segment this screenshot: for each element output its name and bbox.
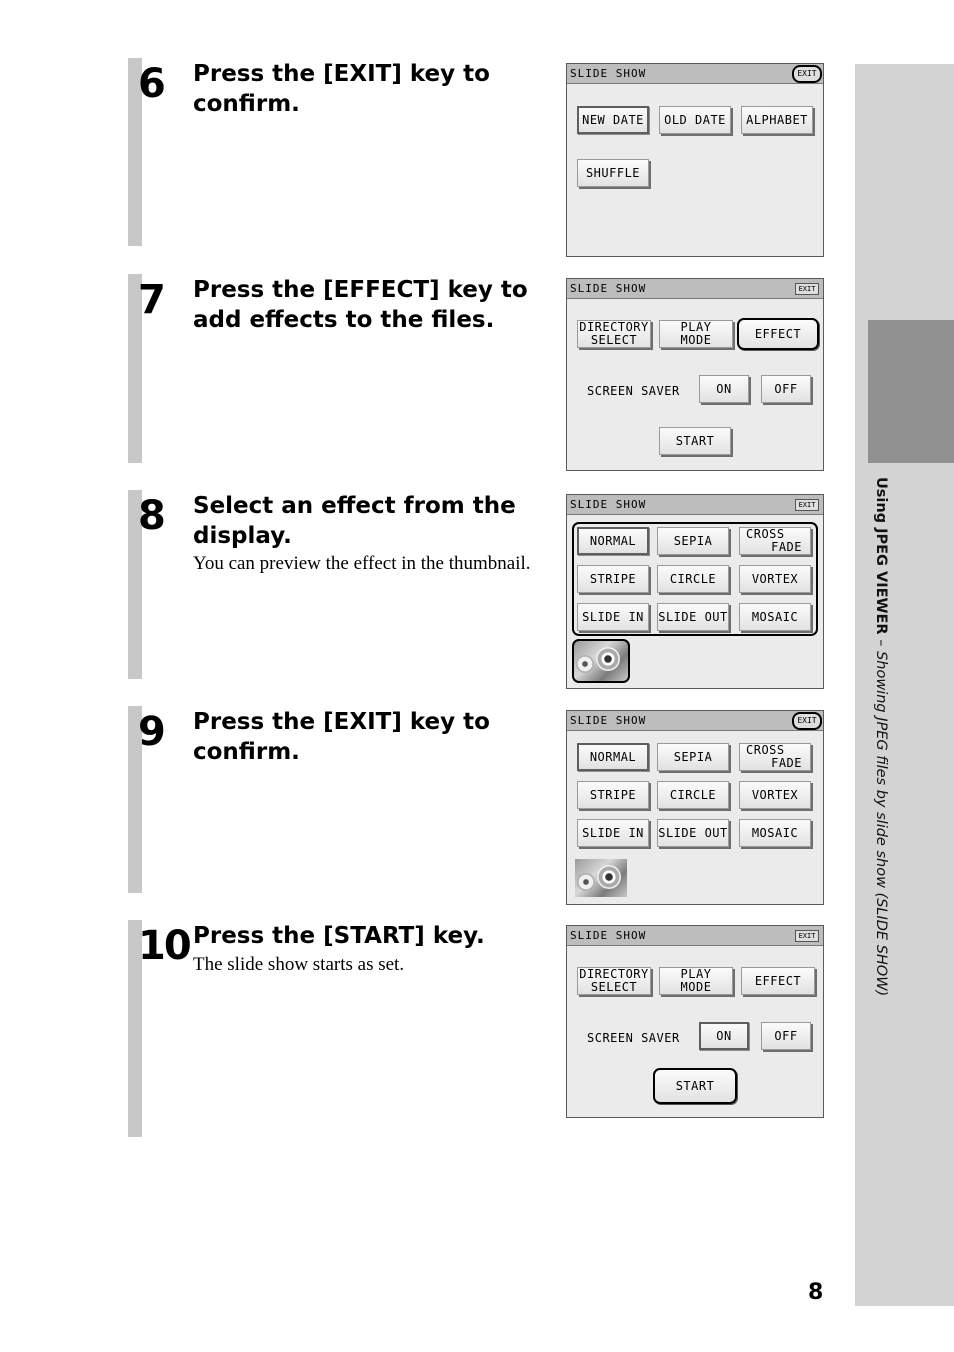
directory-select-button[interactable]: DIRECTORY SELECT <box>577 320 651 348</box>
page-number: 8 <box>808 1280 824 1305</box>
screen-titlebar <box>567 711 823 731</box>
effect-normal-button[interactable]: NORMAL <box>577 527 649 555</box>
effect-button[interactable]: EFFECT <box>741 967 815 995</box>
play-mode-button[interactable]: PLAY MODE <box>659 320 733 348</box>
effect-vortex-button[interactable]: VORTEX <box>739 565 811 593</box>
step-8-title: Select an effect from the display. <box>193 493 516 549</box>
screen-effect-select <box>566 494 824 689</box>
step-10-number: 10 <box>138 923 190 969</box>
exit-button[interactable]: EXIT <box>795 930 819 942</box>
effect-slide-out-button[interactable]: SLIDE OUT <box>657 603 729 631</box>
step-7-number: 7 <box>138 277 164 323</box>
exit-button[interactable]: EXIT <box>795 499 819 511</box>
effect-preview-thumbnail <box>575 859 627 897</box>
effect-cross-fade-button[interactable]: CROSS FADE <box>739 527 811 555</box>
screen-saver-on-button[interactable]: ON <box>699 375 749 403</box>
screen-title: SLIDE SHOW <box>570 498 647 511</box>
exit-button[interactable]: EXIT <box>792 65 822 83</box>
step-6-number: 6 <box>138 61 164 107</box>
step-9-number: 9 <box>138 709 164 755</box>
screen-titlebar <box>567 64 823 84</box>
screen-slideshow-start <box>566 925 824 1118</box>
effect-vortex-button[interactable]: VORTEX <box>739 781 811 809</box>
play-mode-button[interactable]: PLAY MODE <box>659 967 733 995</box>
step-8-number: 8 <box>138 493 164 539</box>
screen-slideshow-menu <box>566 278 824 471</box>
screen-saver-off-button[interactable]: OFF <box>761 1022 811 1050</box>
effect-stripe-button[interactable]: STRIPE <box>577 565 649 593</box>
exit-button[interactable]: EXIT <box>792 712 822 730</box>
screen-order-select <box>566 63 824 257</box>
effect-mosaic-button[interactable]: MOSAIC <box>739 819 811 847</box>
step-10-title: Press the [START] key. <box>193 923 485 949</box>
step-9-title: Press the [EXIT] key to confirm. <box>193 709 490 765</box>
effect-circle-button[interactable]: CIRCLE <box>657 781 729 809</box>
effect-mosaic-button[interactable]: MOSAIC <box>739 603 811 631</box>
screen-effect-confirm <box>566 710 824 905</box>
screen-titlebar <box>567 926 823 946</box>
section-tab <box>868 320 954 463</box>
step-10-description: The slide show starts as set. <box>193 954 405 975</box>
shuffle-button[interactable]: SHUFFLE <box>577 159 649 187</box>
effect-stripe-button[interactable]: STRIPE <box>577 781 649 809</box>
flower-image-icon <box>597 865 621 889</box>
step-8-description: You can preview the effect in the thumbnail. <box>193 553 531 574</box>
screen-title: SLIDE SHOW <box>570 714 647 727</box>
screen-saver-on-button[interactable]: ON <box>699 1022 749 1050</box>
effect-normal-button[interactable]: NORMAL <box>577 743 649 771</box>
alphabet-button[interactable]: ALPHABET <box>741 106 813 134</box>
effect-button[interactable]: EFFECT <box>737 318 819 350</box>
new-date-button[interactable]: NEW DATE <box>577 106 649 134</box>
effect-slide-in-button[interactable]: SLIDE IN <box>577 603 649 631</box>
start-button[interactable]: START <box>659 427 731 455</box>
effect-slide-in-button[interactable]: SLIDE IN <box>577 819 649 847</box>
effect-sepia-button[interactable]: SEPIA <box>657 743 729 771</box>
effect-circle-button[interactable]: CIRCLE <box>657 565 729 593</box>
effect-cross-fade-button[interactable]: CROSS FADE <box>739 743 811 771</box>
screen-title: SLIDE SHOW <box>570 929 647 942</box>
step-7-title: Press the [EFFECT] key to add effects to the files. <box>193 277 528 333</box>
exit-button[interactable]: EXIT <box>795 283 819 295</box>
effect-sepia-button[interactable]: SEPIA <box>657 527 729 555</box>
screen-saver-off-button[interactable]: OFF <box>761 375 811 403</box>
screen-titlebar <box>567 495 823 515</box>
section-running-head: Using JPEG VIEWER – Showing JPEG files by slide show (SLIDE SHOW) <box>873 477 889 997</box>
start-button[interactable]: START <box>653 1068 737 1104</box>
step-6-title: Press the [EXIT] key to confirm. <box>193 61 490 117</box>
effect-slide-out-button[interactable]: SLIDE OUT <box>657 819 729 847</box>
screen-saver-label: SCREEN SAVER <box>587 1031 680 1045</box>
directory-select-button[interactable]: DIRECTORY SELECT <box>577 967 651 995</box>
screen-saver-label: SCREEN SAVER <box>587 384 680 398</box>
screen-titlebar <box>567 279 823 299</box>
screen-title: SLIDE SHOW <box>570 67 647 80</box>
effect-preview-thumbnail <box>572 639 630 683</box>
screen-title: SLIDE SHOW <box>570 282 647 295</box>
old-date-button[interactable]: OLD DATE <box>659 106 731 134</box>
flower-image-icon <box>596 647 620 671</box>
